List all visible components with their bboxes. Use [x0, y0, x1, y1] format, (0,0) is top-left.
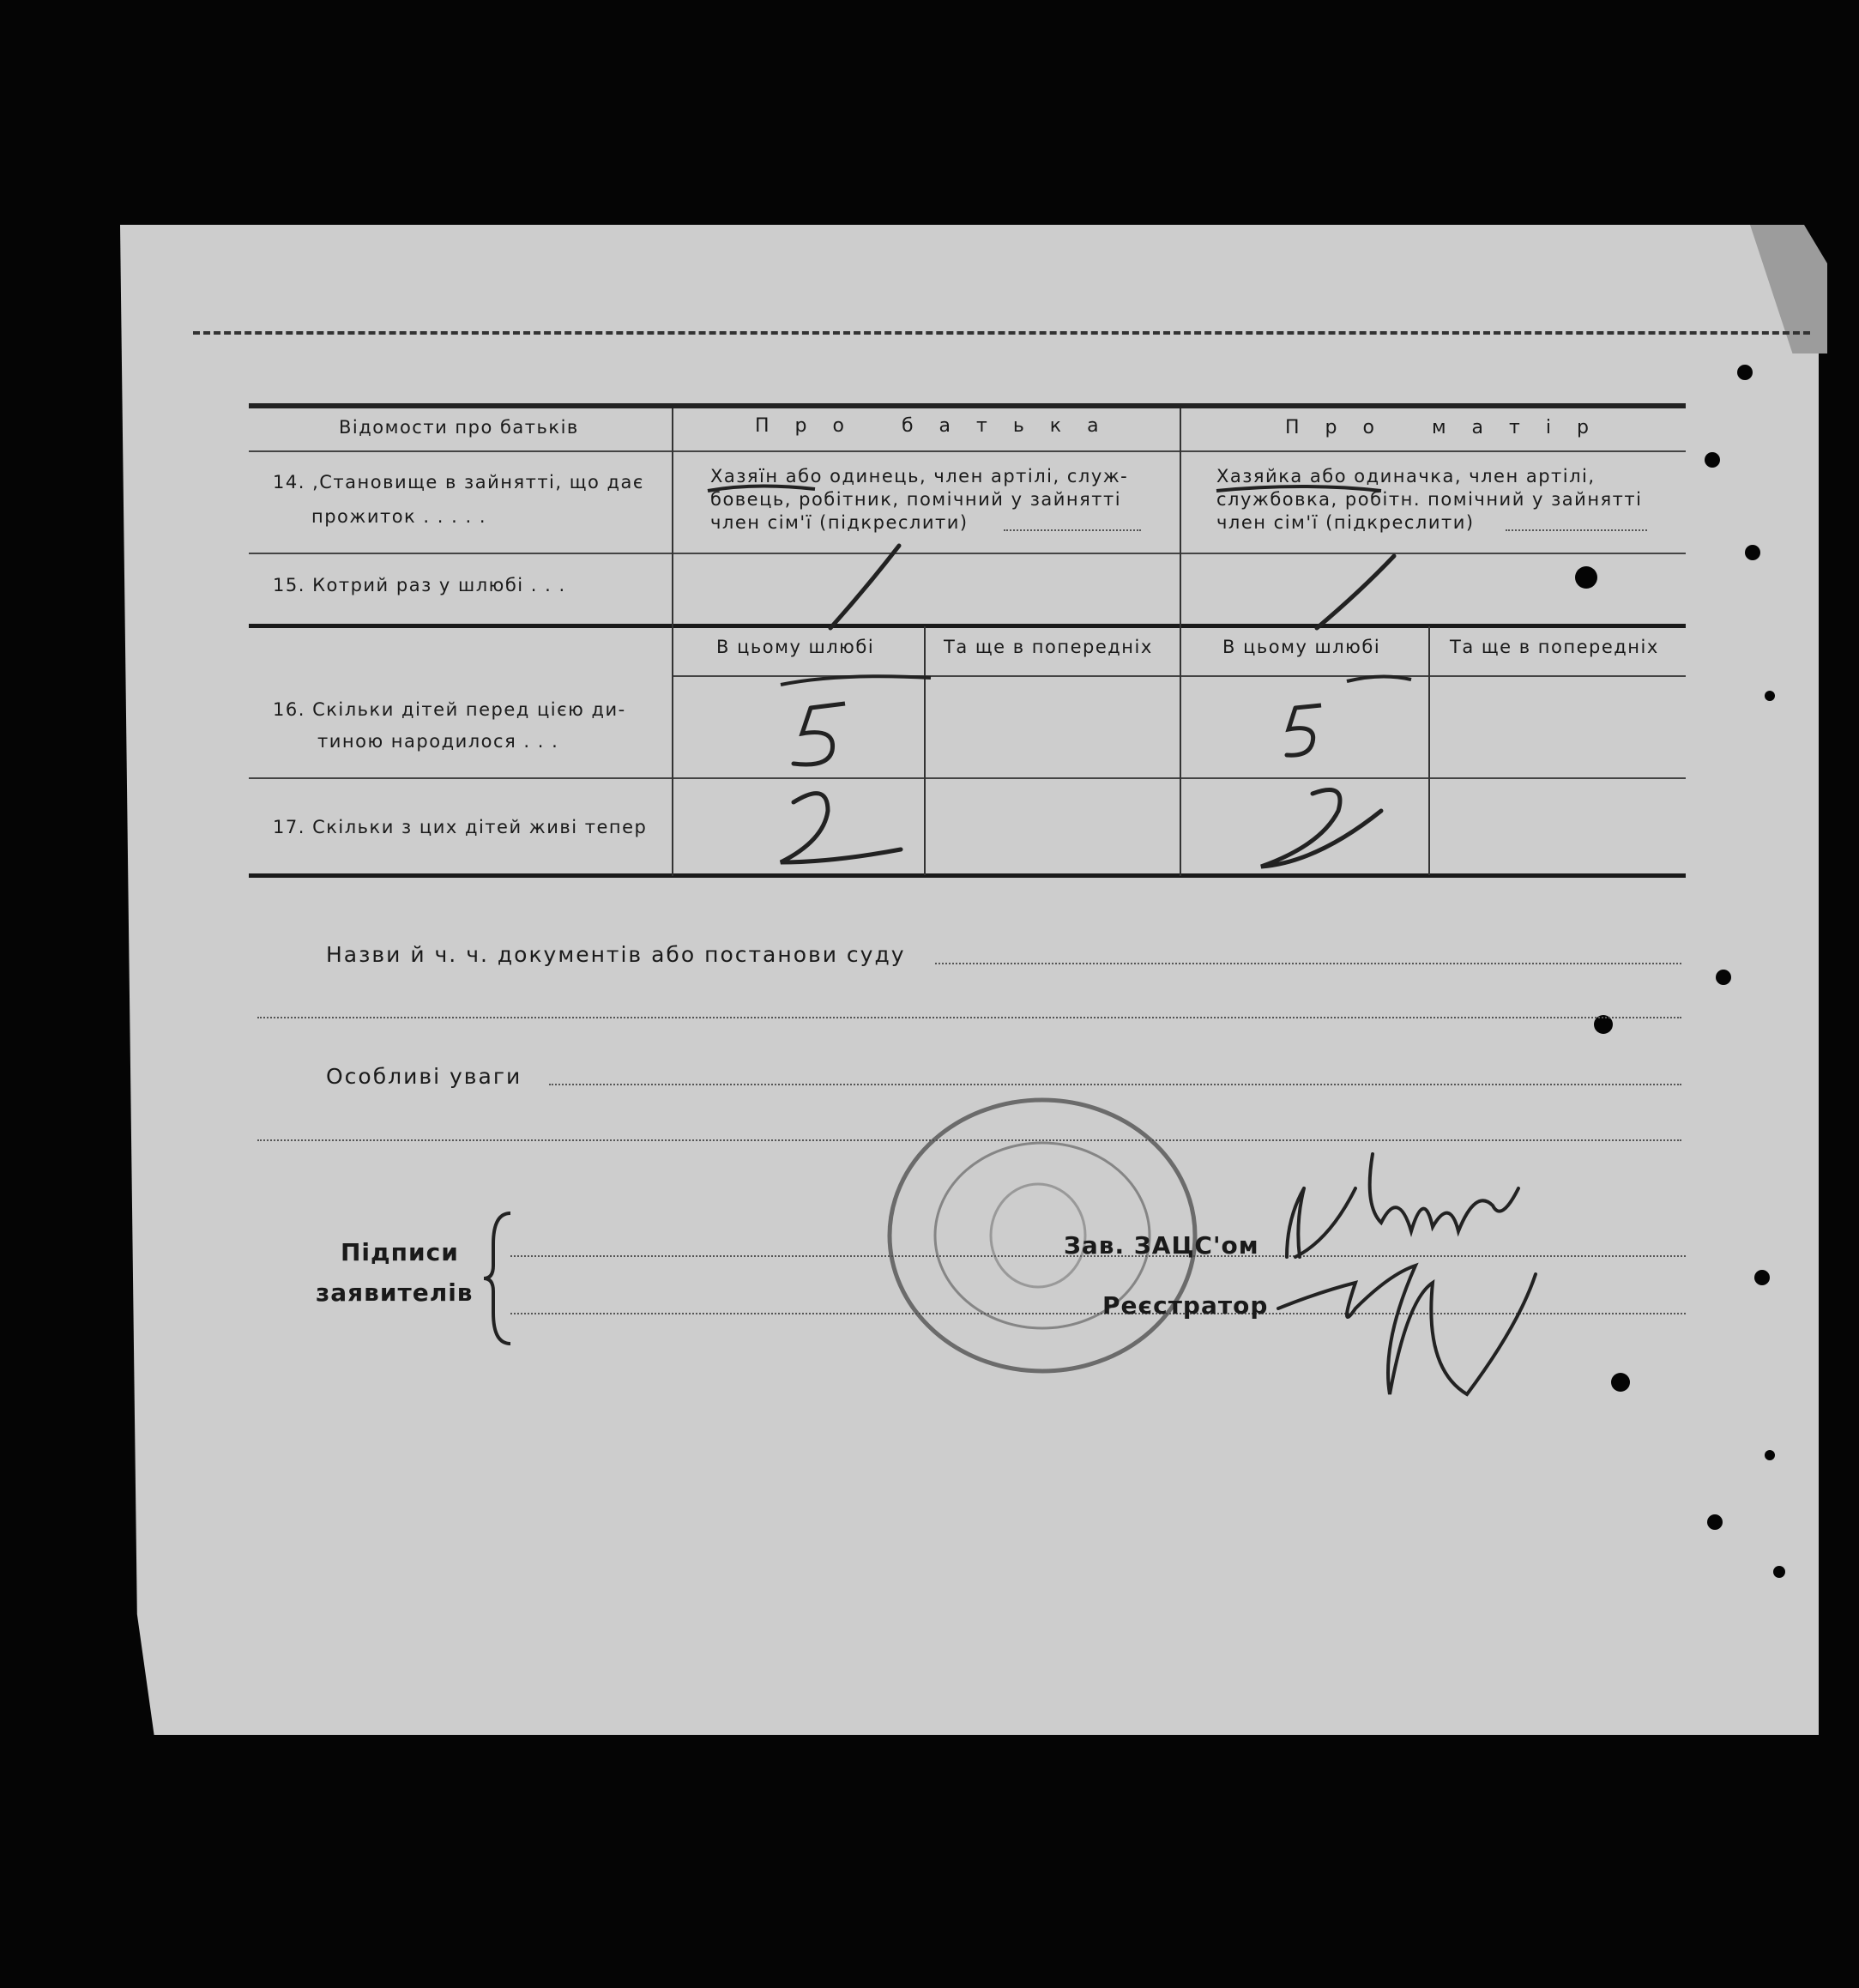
row14-mother-options: Хазяйка або одиначка, член артілі, — [1216, 466, 1596, 486]
punch-hole — [1707, 1514, 1723, 1530]
row17-label: 17. Скільки з цих дітей живі тепер — [273, 817, 648, 837]
handwritten-1-father — [806, 541, 926, 635]
table-top-rule — [249, 403, 1686, 408]
handwritten-5-father — [764, 669, 935, 772]
row16-label: 16. Скільки дітей перед цією ди- — [273, 699, 626, 720]
row14-father-options: Хазяїн або одинець, член артілі, служ- — [710, 466, 1129, 486]
row14-father-options: бовець, робітник, помічний у зайнятті — [710, 489, 1122, 510]
registrar-label: Реєстратор — [1102, 1291, 1269, 1320]
fill-line — [1506, 529, 1647, 531]
signatures-label-cont: заявителів — [316, 1278, 474, 1307]
handwritten-2-father — [746, 781, 918, 875]
row14-label-cont: прожиток . . . . . — [311, 506, 486, 527]
punch-hole — [1754, 1270, 1770, 1285]
fill-line — [935, 963, 1681, 964]
punch-hole — [1705, 452, 1720, 468]
subheader-previous: Та ще в попередніх — [1450, 637, 1659, 657]
fill-line — [1004, 529, 1141, 531]
punch-hole — [1611, 1373, 1630, 1392]
row14-mother-options: службовка, робітн. помічний у зайнятті — [1216, 489, 1643, 510]
row16-label-cont: тиною народилося . . . — [317, 731, 559, 752]
handwritten-1-mother — [1291, 549, 1411, 635]
fill-line — [549, 1084, 1681, 1085]
row14-father-options: член сім'ї (підкреслити) — [710, 512, 969, 533]
punch-hole — [1765, 691, 1775, 701]
handwritten-signature — [1261, 1137, 1553, 1411]
subheader-previous: Та ще в попередніх — [944, 637, 1153, 657]
table-bottom-rule — [249, 873, 1686, 878]
pen-underline — [703, 474, 1664, 499]
column-divider — [1428, 626, 1430, 875]
remarks-label: Особливі уваги — [326, 1064, 522, 1089]
punch-hole — [1745, 545, 1760, 560]
table-rule — [249, 450, 1686, 452]
header-parents-info: Відомости про батьків — [339, 417, 579, 438]
punch-hole — [1716, 970, 1731, 985]
documents-label: Назви й ч. ч. документів або постанови суду — [326, 942, 906, 967]
row14-mother-options: член сім'ї (підкреслити) — [1216, 512, 1475, 533]
brace — [480, 1210, 515, 1347]
fill-line — [257, 1017, 1681, 1018]
column-divider — [672, 408, 673, 876]
table-rule — [249, 777, 1686, 779]
handwritten-5-mother — [1270, 669, 1424, 764]
row14-label: 14. ,Становище в зайнятті, що дає — [273, 472, 644, 492]
handwritten-2-mother — [1235, 776, 1398, 875]
punch-hole — [1575, 566, 1597, 589]
row15-label: 15. Котрий раз у шлюбі . . . — [273, 575, 566, 595]
subheader-this-marriage: В цьому шлюбі — [716, 637, 875, 657]
signatures-label: Підписи — [341, 1238, 459, 1266]
punch-hole — [1773, 1566, 1785, 1578]
punch-hole — [1765, 1450, 1775, 1460]
table-rule — [249, 553, 1686, 554]
table-rule — [249, 624, 1686, 628]
subheader-this-marriage: В цьому шлюбі — [1222, 637, 1381, 657]
perforation-line — [193, 331, 1810, 335]
header-father: Про батька — [755, 415, 1125, 437]
header-mother: Про матір — [1285, 417, 1615, 438]
punch-hole — [1737, 365, 1753, 380]
head-of-registry-label: Зав. ЗАЦС'ом — [1064, 1231, 1259, 1260]
